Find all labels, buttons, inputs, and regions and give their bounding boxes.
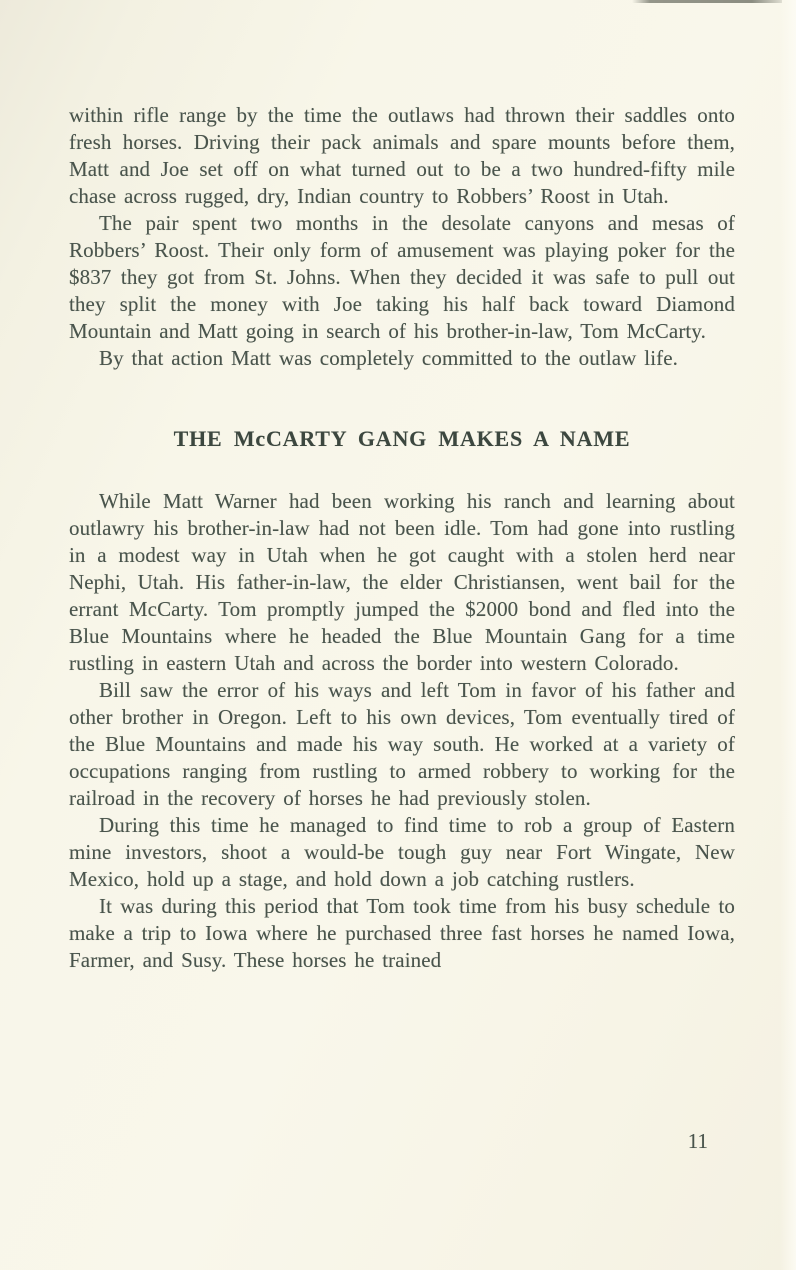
scan-edge-artifact <box>632 0 782 3</box>
body-paragraph: The pair spent two months in the desolate canyons and mesas of Robbers’ Roost. Their only form of amusement was playing poker for the $837 they got from St. Johns. When they decided it was safe to pull out they split the money with Joe taking his half back toward Diamond Mountain and Matt going in search of his brother-in-law, Tom McCarty. <box>69 211 735 343</box>
body-paragraph: While Matt Warner had been working his ranch and learning about outlawry his brother-in-law had not been idle. Tom had gone into rustling in a modest way in Utah when he got caught with a stolen herd near Nephi, Utah. His father-in-law, the elder Christiansen, went bail for the errant McCarty. Tom promptly jumped the $2000 bond and fled into the Blue Mountains where he headed the Blue Mountain Gang for a time rustling in eastern Utah and across the border into western Colorado. <box>69 489 735 675</box>
body-paragraph: During this time he managed to find time to rob a group of Eastern mine investors, shoot a would-be tough guy near Fort Wingate, New Mexico, hold up a stage, and hold down a job catching rustlers. <box>69 813 735 891</box>
page-edge-sheen <box>780 0 796 1270</box>
body-paragraph: By that action Matt was completely committed to the outlaw life. <box>99 346 679 370</box>
section-heading: THE McCARTY GANG MAKES A NAME <box>173 426 631 451</box>
text-block <box>69 102 735 974</box>
body-paragraph: within rifle range by the time the outlaws had thrown their saddles onto fresh horses. Driving their pack animals and spare mounts before them, Matt and Joe set off on what turned out to be a two hundred-fifty mile chase across rugged, dry, Indian country to Robbers’ Roost in Utah. <box>69 103 735 208</box>
body-paragraph: Bill saw the error of his ways and left Tom in favor of his father and other brother in Oregon. Left to his own devices, Tom eventually tired of the Blue Mountains and made his way south. He worked at a variety of occupations ranging from rustling to armed robbery to working for the railroad in the recovery of horses he had previously stolen. <box>69 678 735 810</box>
page-number: 11 <box>687 1129 708 1153</box>
body-paragraph: It was during this period that Tom took time from his busy schedule to make a trip to Iowa where he purchased three fast horses he named Iowa, Farmer, and Susy. These horses he trained <box>69 894 735 972</box>
